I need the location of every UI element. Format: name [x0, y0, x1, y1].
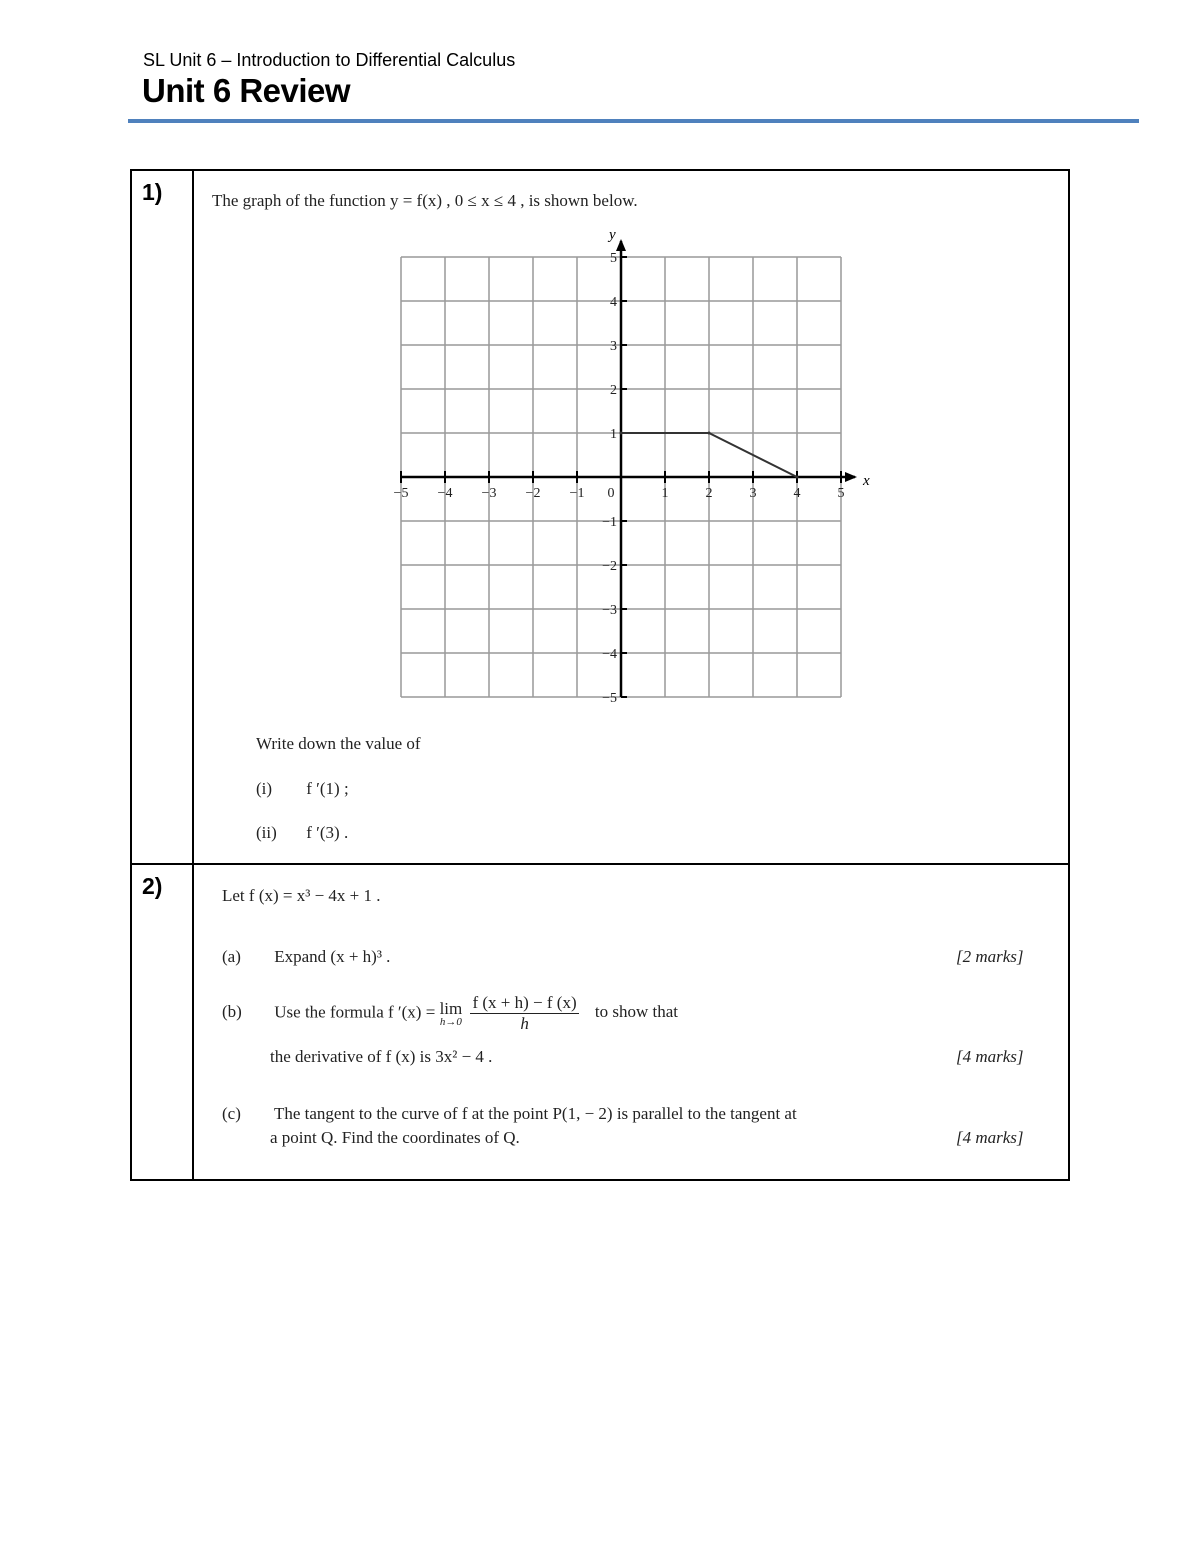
q1-prompt: Write down the value of	[256, 734, 421, 753]
q2-part-c-line2: a point Q. Find the coordinates of Q.	[270, 1128, 520, 1147]
q1-part-ii-text: f ′(3) .	[306, 823, 349, 842]
q2-part-b-marks: [4 marks]	[956, 1047, 1024, 1066]
function-point	[620, 432, 623, 435]
question-body-1	[193, 170, 1069, 864]
x-axis-arrow-icon	[845, 472, 857, 482]
q1-part-ii-label: (ii)	[256, 823, 277, 842]
y-tick-label: 4	[610, 295, 617, 310]
function-graph	[324, 227, 870, 707]
q1-part-i	[256, 779, 349, 799]
question-row-1	[131, 170, 1069, 864]
q2-part-b-label: (b)	[222, 1002, 242, 1022]
x-tick-label: 4	[793, 486, 801, 501]
q2-part-c-text: The tangent to the curve of f at the point P(1, − 2) is parallel to the tangent at	[273, 1104, 797, 1123]
x-axis-label: x	[863, 473, 870, 489]
q2-part-a-text: Expand (x + h)³ .	[274, 947, 391, 966]
y-axis-label: y	[609, 227, 616, 243]
y-tick-label: 3	[610, 339, 617, 354]
function-point	[708, 432, 711, 435]
x-tick-label: −2	[525, 486, 541, 501]
y-tick-label: 2	[610, 383, 617, 398]
x-tick-label: 2	[705, 486, 713, 501]
q1-part-ii	[256, 823, 348, 843]
x-tick-label: 0	[607, 486, 615, 501]
x-tick-label: 3	[749, 486, 757, 501]
y-tick-label: 5	[610, 251, 617, 266]
y-tick-label: −2	[602, 559, 617, 574]
difference-quotient	[470, 993, 578, 1034]
x-tick-label: −4	[437, 486, 453, 501]
question-body-2	[193, 864, 1069, 1180]
y-axis-arrow-icon	[616, 239, 626, 251]
y-tick-label: −4	[602, 647, 617, 662]
q1-intro-text: The graph of the function y = f(x) , 0 ≤ x ≤ 4 , is shown below.	[212, 191, 638, 210]
q2-part-c-marks: [4 marks]	[956, 1128, 1024, 1147]
limit-subscript: h→0	[439, 1015, 462, 1028]
question-number-1: 1)	[131, 170, 193, 864]
limit-text: lim	[439, 998, 463, 1018]
x-tick-label: −5	[393, 486, 409, 501]
unit-subtitle: SL Unit 6 – Introduction to Differential Calculus	[143, 50, 516, 70]
q2-part-b-text: Use the formula f ′(x) =	[274, 1002, 436, 1022]
y-tick-label: −3	[602, 603, 617, 618]
x-tick-label: −3	[481, 486, 497, 501]
q2-intro-text: Let f (x) = x³ − 4x + 1 .	[222, 886, 381, 905]
q2-part-a	[222, 947, 390, 967]
q1-part-i-label: (i)	[256, 779, 273, 798]
fraction-numerator: f (x + h) − f (x)	[472, 993, 577, 1012]
q2-part-a-marks: [2 marks]	[956, 947, 1024, 966]
x-tick-label: −1	[569, 486, 585, 501]
q2-part-b-line2: the derivative of f (x) is 3x² − 4 .	[270, 1047, 493, 1066]
x-tick-label: 1	[661, 486, 669, 501]
q2-part-c	[222, 1104, 797, 1124]
y-tick-label: −5	[602, 691, 617, 706]
questions-table	[130, 169, 1070, 1181]
y-tick-label: 1	[610, 427, 617, 442]
q2-part-b-text-after: to show that	[594, 1002, 678, 1022]
q2-part-a-label: (a)	[222, 947, 241, 966]
page-title: Unit 6 Review	[142, 72, 351, 109]
y-tick-label: −1	[602, 515, 617, 530]
question-row-2	[131, 864, 1069, 1180]
q2-part-c-label: (c)	[222, 1104, 241, 1123]
function-point	[796, 476, 799, 479]
limit-operator	[440, 1000, 463, 1028]
q2-part-b	[222, 993, 678, 1034]
fraction-denominator: h	[520, 1014, 529, 1033]
question-number-2: 2)	[131, 864, 193, 1180]
q1-part-i-text: f ′(1) ;	[306, 779, 349, 798]
header-divider	[128, 119, 1139, 123]
x-tick-label: 5	[837, 486, 845, 501]
